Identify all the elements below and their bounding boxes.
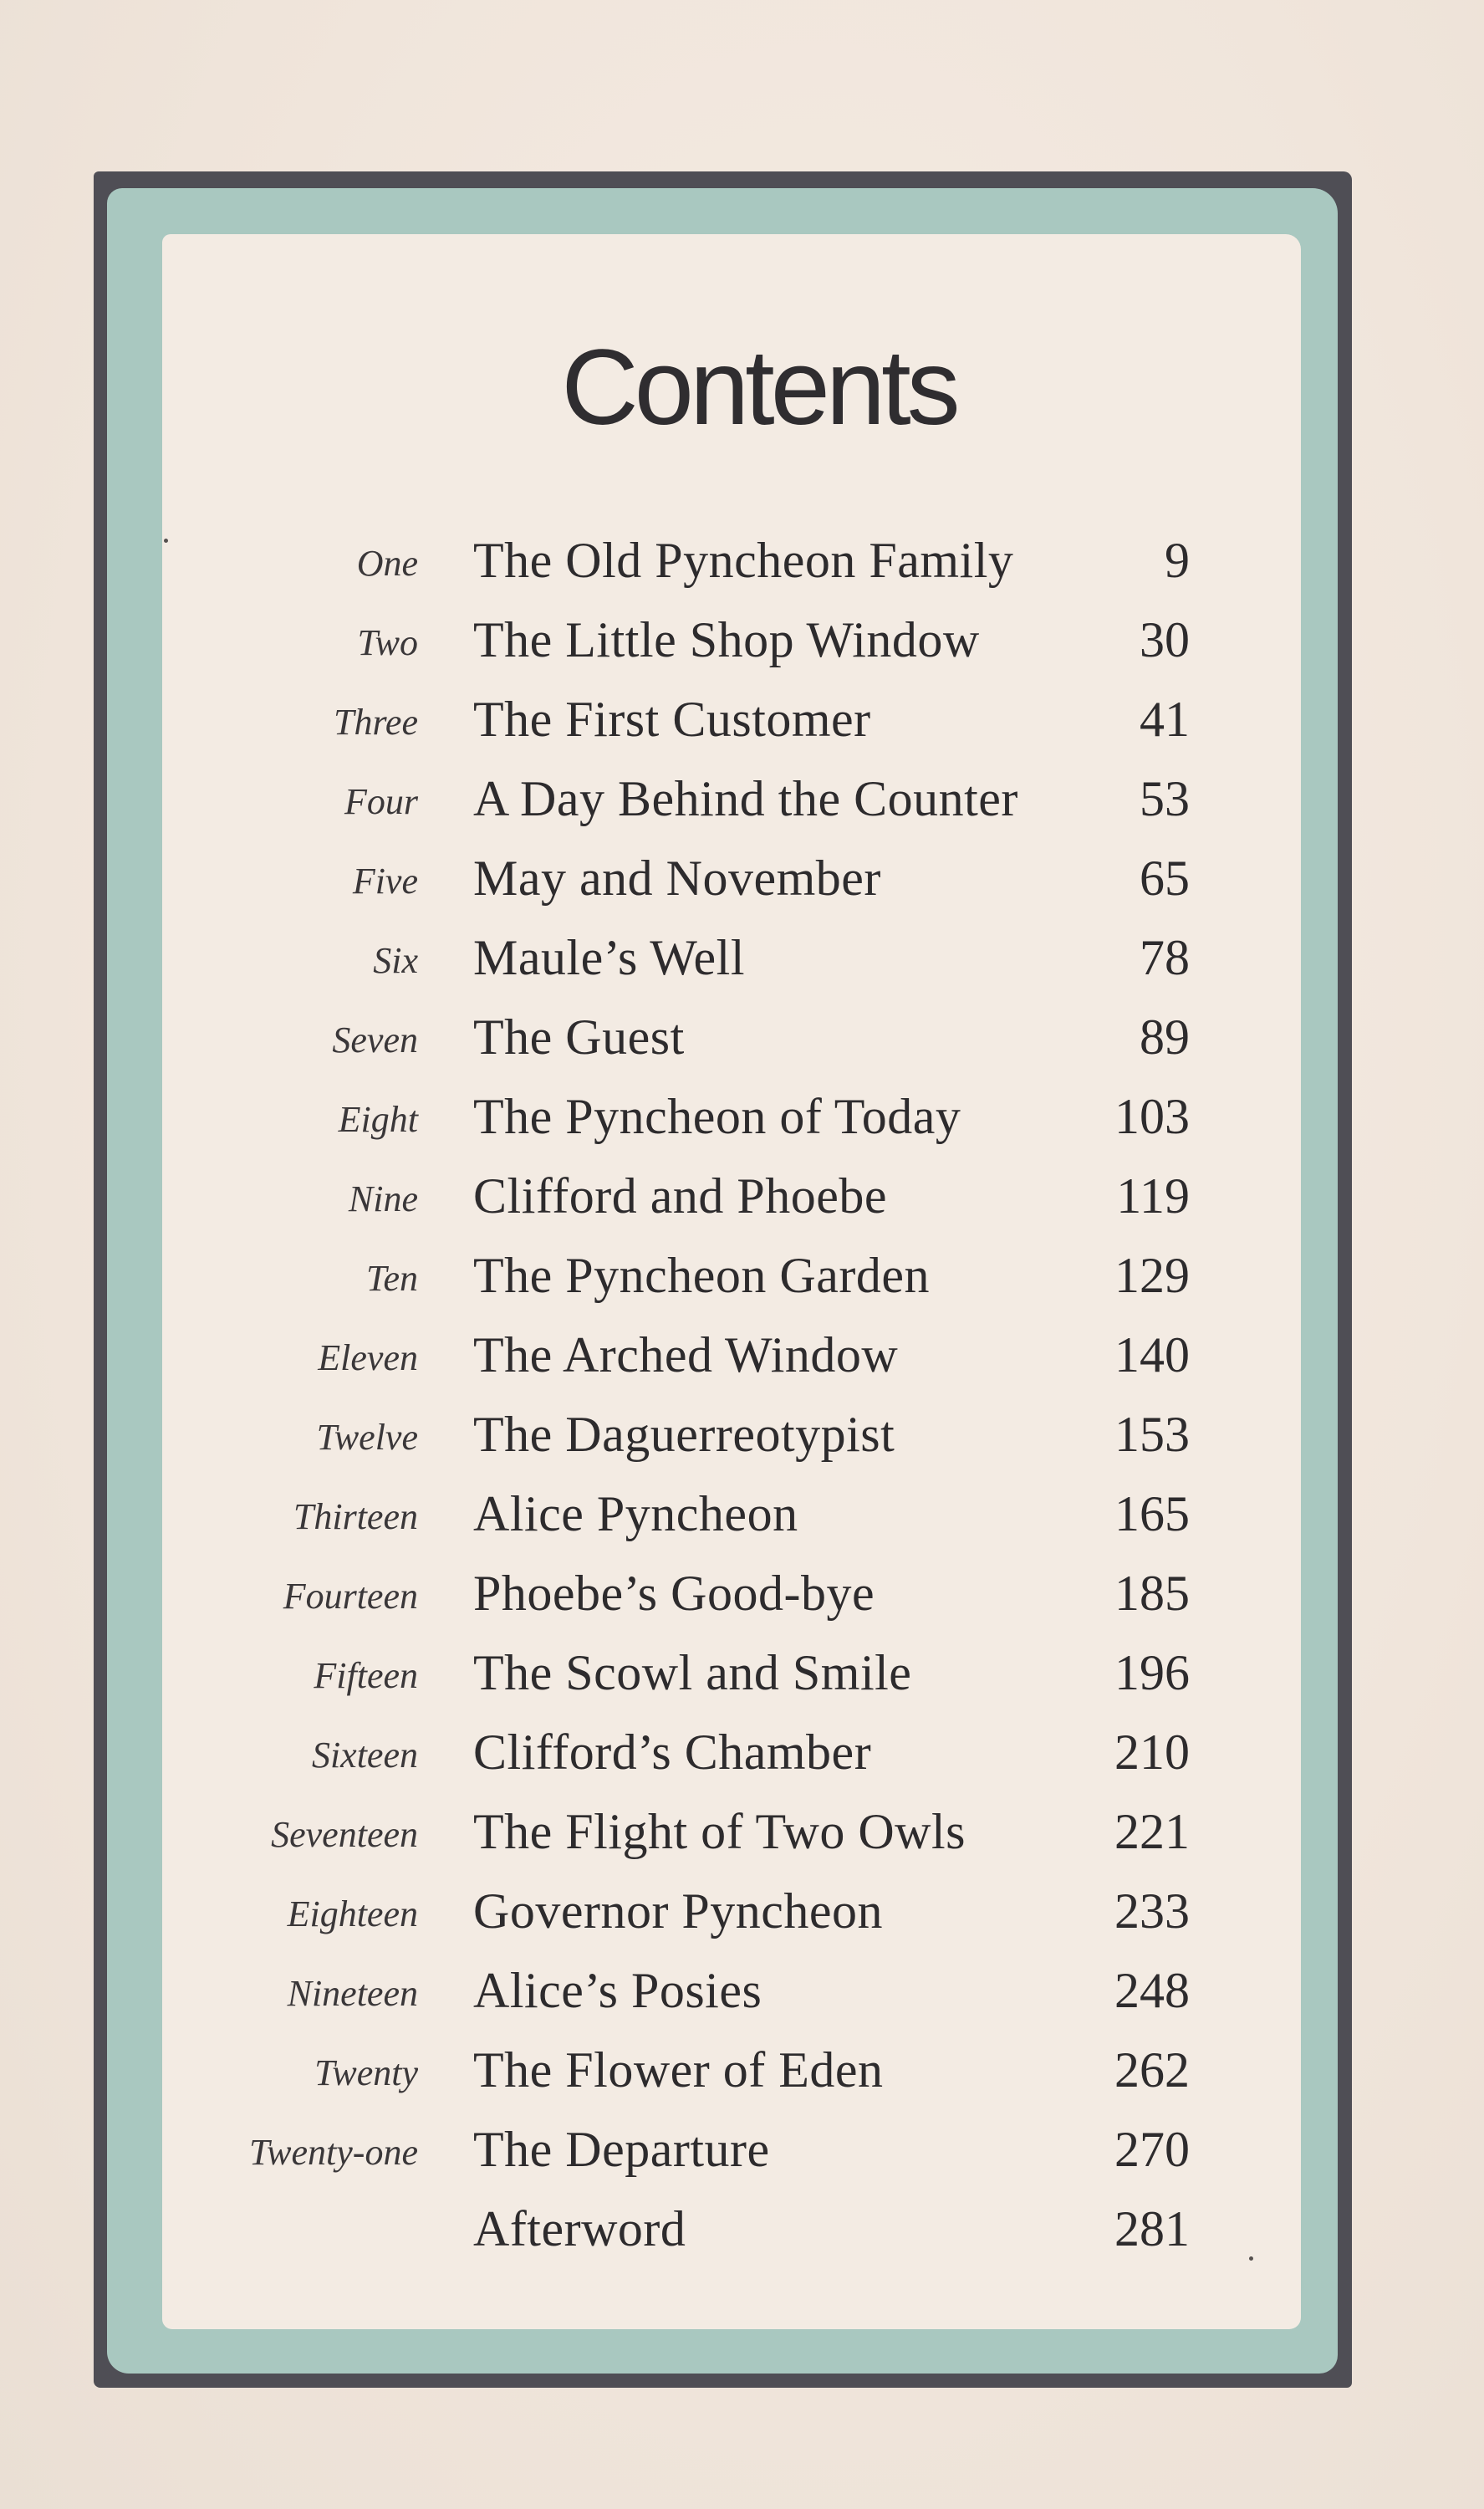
toc-row	[0, 1242, 1484, 1321]
toc-row	[0, 765, 1484, 845]
chapter-number: Twenty	[314, 2052, 418, 2093]
chapter-title: A Day Behind the Counter	[473, 771, 1018, 826]
chapter-number: Twelve	[316, 1417, 418, 1458]
chapter-number: Eight	[338, 1099, 418, 1140]
chapter-page: 53	[1140, 771, 1190, 826]
toc-row	[0, 1321, 1484, 1401]
chapter-page: 221	[1114, 1804, 1190, 1859]
toc-row	[0, 845, 1484, 924]
chapter-number: Fourteen	[283, 1576, 418, 1617]
chapter-number: Seven	[332, 1019, 418, 1060]
chapter-number: Ten	[366, 1258, 418, 1299]
chapter-page: 41	[1140, 692, 1190, 747]
chapter-title: Clifford and Phoebe	[473, 1168, 887, 1224]
chapter-title: Phoebe’s Good-bye	[473, 1566, 875, 1621]
toc-row	[0, 1639, 1484, 1719]
chapter-number: Sixteen	[311, 1735, 418, 1776]
chapter-number: Nineteen	[287, 1973, 418, 2014]
toc-row	[0, 606, 1484, 686]
chapter-title: The Daguerreotypist	[473, 1407, 895, 1462]
paper-speck	[164, 539, 168, 543]
toc-row	[0, 2116, 1484, 2195]
toc-row	[0, 1480, 1484, 1560]
chapter-page: 140	[1114, 1327, 1190, 1382]
chapter-number: Three	[333, 702, 418, 743]
chapter-title: The Flower of Eden	[473, 2042, 884, 2098]
chapter-title: The Little Shop Window	[473, 612, 980, 667]
toc-row	[0, 2036, 1484, 2116]
chapter-page: 30	[1140, 612, 1190, 667]
toc-row	[0, 1004, 1484, 1083]
toc-row	[0, 686, 1484, 765]
toc-row	[0, 924, 1484, 1004]
chapter-title: May and November	[473, 851, 881, 906]
chapter-page: 9	[1165, 533, 1190, 588]
chapter-number: Five	[352, 861, 418, 902]
chapter-number: One	[356, 543, 418, 584]
chapter-title: Afterword	[473, 2201, 686, 2256]
chapter-title: Clifford’s Chamber	[473, 1725, 872, 1780]
chapter-page: 248	[1114, 1963, 1190, 2018]
chapter-page: 196	[1114, 1645, 1190, 1700]
toc-row	[0, 1798, 1484, 1878]
chapter-page: 65	[1140, 851, 1190, 906]
toc-row	[0, 1957, 1484, 2036]
chapter-title: Governor Pyncheon	[473, 1883, 884, 1939]
chapter-title: The Guest	[473, 1009, 685, 1065]
toc-row	[0, 1560, 1484, 1639]
toc-row	[0, 1163, 1484, 1242]
chapter-page: 262	[1114, 2042, 1190, 2098]
chapter-title: The Arched Window	[473, 1327, 899, 1382]
chapter-page: 89	[1140, 1009, 1190, 1065]
chapter-number: Fifteen	[314, 1655, 418, 1696]
toc-row	[0, 1719, 1484, 1798]
toc-row	[0, 1401, 1484, 1480]
chapter-title: The Old Pyncheon Family	[473, 533, 1014, 588]
chapter-page: 165	[1114, 1486, 1190, 1541]
chapter-number: Twenty-one	[248, 2132, 418, 2173]
chapter-page: 233	[1114, 1883, 1190, 1939]
chapter-page: 119	[1116, 1168, 1190, 1224]
chapter-page: 153	[1114, 1407, 1190, 1462]
toc-row-afterword	[0, 2195, 1484, 2275]
chapter-page: 78	[1140, 930, 1190, 985]
page-title: Contents	[561, 328, 956, 447]
chapter-title: The Flight of Two Owls	[473, 1804, 966, 1859]
chapter-title: The Departure	[473, 2122, 770, 2177]
chapter-number: Four	[344, 781, 418, 822]
chapter-page: 129	[1114, 1248, 1190, 1303]
chapter-title: Maule’s Well	[473, 930, 746, 985]
chapter-number: Eighteen	[287, 1893, 418, 1934]
chapter-number: Nine	[348, 1178, 418, 1219]
chapter-number: Thirteen	[293, 1496, 418, 1537]
chapter-title: The First Customer	[473, 692, 871, 747]
paper-speck	[1249, 2256, 1253, 2261]
chapter-title: The Scowl and Smile	[473, 1645, 912, 1700]
toc-row	[0, 527, 1484, 606]
chapter-page: 270	[1114, 2122, 1190, 2177]
chapter-title: Alice Pyncheon	[473, 1486, 798, 1541]
chapter-page: 281	[1114, 2201, 1190, 2256]
chapter-title: The Pyncheon of Today	[473, 1089, 961, 1144]
chapter-number: Seventeen	[271, 1814, 418, 1855]
chapter-title: Alice’s Posies	[473, 1963, 762, 2018]
chapter-page: 103	[1114, 1089, 1190, 1144]
toc-row	[0, 1878, 1484, 1957]
chapter-number: Six	[373, 940, 418, 981]
chapter-number: Two	[357, 622, 418, 663]
chapter-page: 185	[1114, 1566, 1190, 1621]
chapter-title: The Pyncheon Garden	[473, 1248, 930, 1303]
toc-row	[0, 1083, 1484, 1163]
chapter-number: Eleven	[318, 1337, 418, 1378]
chapter-page: 210	[1114, 1725, 1190, 1780]
